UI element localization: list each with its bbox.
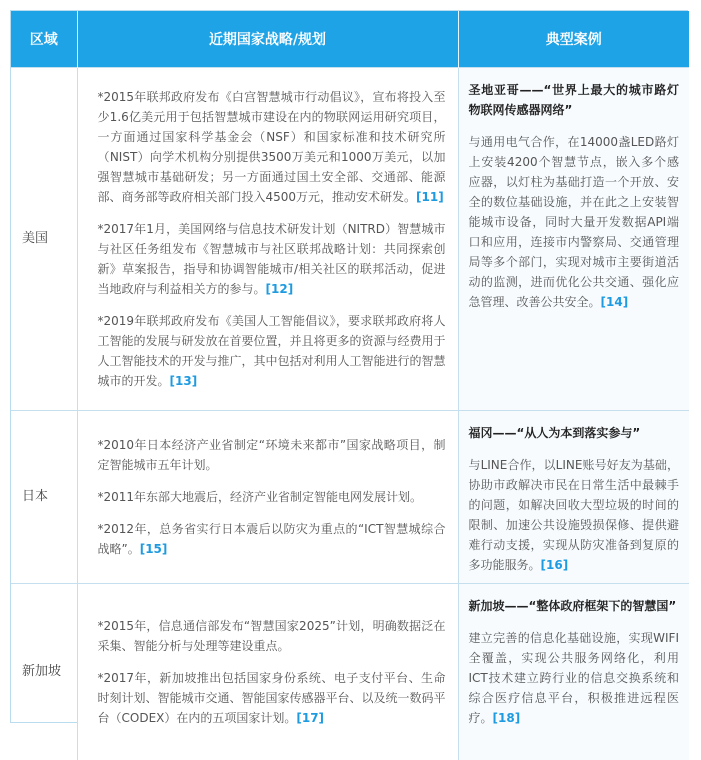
strategy-cell: [77, 584, 458, 760]
strategy-text: *2011年东部大地震后，经济产业省制定智能电网发展计划。: [98, 490, 423, 504]
table-row: [11, 584, 689, 760]
case-text: 与LINE合作，以LINE账号好友为基础，协助市政解决市民在日常生活中最棘手的问题，如解决回收大型垃圾的时间的限制、加速公共设施毁损保修、提供避难行动支援，实现从防灾准备到复原的多功能服务。: [469, 458, 680, 572]
reference-link[interactable]: [13]: [170, 374, 198, 388]
strategy-table-grid: [11, 11, 689, 760]
strategy-cell: [77, 68, 458, 411]
case-cell: [458, 411, 689, 584]
case-title: 新加坡——“整体政府框架下的智慧国”: [469, 596, 680, 616]
case-title: 圣地亚哥——“世界上最大的城市路灯物联网传感器网络”: [469, 80, 680, 120]
strategy-text: *2015年联邦政府发布《白宫智慧城市行动倡议》，宣布将投入至少1.6亿美元用于包括智慧城市建设在内的物联网运用研究项目，一方面通过国家科学基金会（NSF）和国家标准和技术研究所（NIST）向学术机构分别提供3500万美元和1000万美元，以加强智慧城市基础研发；另一方面通过国土安全部、交通部、能源部、商务部等政府相关部门投入4500万元，推动安术研发。: [98, 90, 446, 204]
reference-link[interactable]: [18]: [493, 711, 521, 725]
strategy-cell: [77, 411, 458, 584]
case-text: 建立完善的信息化基础设施，实现WIFI全覆盖，实现公共服务网络化，利用ICT技术建立跨行业的信息交换系统和综合医疗信息平台，积极推进远程医疗。: [469, 631, 680, 725]
strategy-item: [98, 435, 446, 475]
case-description: [469, 455, 680, 575]
table-row: [11, 411, 689, 584]
reference-link[interactable]: [11]: [416, 190, 444, 204]
region-cell: 新加坡: [11, 584, 77, 760]
case-text: 与通用电气合作，在14000盏LED路灯上安装4200个智慧节点，嵌入多个感应器，以灯柱为基础打造一个开放、安全的数位基础设施，并在此之上安装智能城市设备，同时大量开发数据API端口和应用，连接市内警察局、交通管理局等多个部门，实现对城市主要街道活动的监测，进而优化公共交通、强化应急管理、改善公共安全。: [469, 135, 680, 309]
strategy-item: [98, 87, 446, 207]
table-header-row: [11, 11, 689, 68]
case-cell: [458, 68, 689, 411]
header-case: 典型案例: [458, 11, 689, 68]
strategy-table: [10, 10, 688, 723]
strategy-text: *2017年，新加坡推出包括国家身份系统、电子支付平台、生命时刻计划、智能城市交通、智能国家传感器平台、以及统一数码平台（CODEX）在内的五项国家计划。: [98, 671, 446, 725]
reference-link[interactable]: [17]: [296, 711, 324, 725]
strategy-item: [98, 519, 446, 559]
region-cell: 日本: [11, 411, 77, 584]
case-description: [469, 628, 680, 728]
case-title: 福冈——“从人为本到落实参与”: [469, 423, 680, 443]
case-description: [469, 132, 680, 312]
strategy-text: *2012年，总务省实行日本震后以防灾为重点的“ICT智慧城综合战略”。: [98, 522, 446, 556]
strategy-item: [98, 668, 446, 728]
strategy-item: [98, 616, 446, 656]
strategy-item: [98, 311, 446, 391]
header-region: 区域: [11, 11, 77, 68]
strategy-text: *2017年1月，美国网络与信息技术研发计划（NITRD）智慧城市与社区任务组发布《智慧城市与社区联邦战略计划：共同探索创新》草案报告，指导和协调智能城市/相关社区的联邦活动，促进当地政府与利益相关方的参与。: [98, 222, 446, 296]
strategy-text: *2010年日本经济产业省制定“环境未来都市”国家战略项目，制定智能城市五年计划。: [98, 438, 446, 472]
reference-link[interactable]: [12]: [266, 282, 294, 296]
strategy-item: [98, 487, 446, 507]
strategy-text: *2015年，信息通信部发布“智慧国家2025”计划，明确数据泛在采集、智能分析与处理等建设重点。: [98, 619, 446, 653]
region-cell: 美国: [11, 68, 77, 411]
table-row: [11, 68, 689, 411]
reference-link[interactable]: [15]: [140, 542, 168, 556]
strategy-item: [98, 219, 446, 299]
case-cell: [458, 584, 689, 760]
reference-link[interactable]: [14]: [601, 295, 629, 309]
header-strategy: 近期国家战略/规划: [77, 11, 458, 68]
strategy-text: *2019年联邦政府发布《美国人工智能倡议》，要求联邦政府将人工智能的发展与研发放在首要位置，并且将更多的资源与经费用于人工智能技术的开发与推广，其中包括对利用人工智能进行的智慧城市的开发。: [98, 314, 446, 388]
reference-link[interactable]: [16]: [541, 558, 569, 572]
